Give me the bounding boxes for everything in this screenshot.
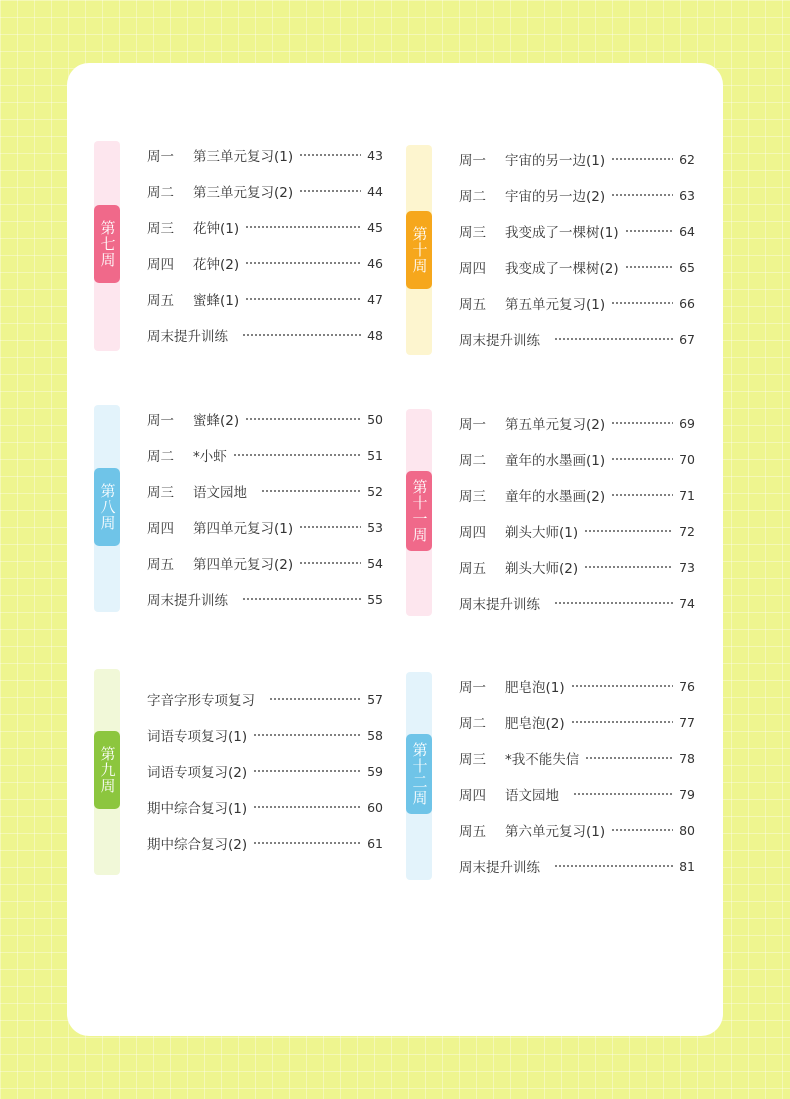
entry-page: 71: [679, 487, 695, 503]
entry-day: 周二: [147, 185, 174, 201]
toc-entry[interactable]: [147, 409, 383, 429]
leader-dots: [611, 158, 673, 160]
leader-dots: [245, 262, 361, 264]
toc-entry[interactable]: [459, 293, 695, 313]
entry-title: 童年的水墨画(1): [505, 453, 606, 469]
entry-title: 周末提升训练: [459, 333, 540, 349]
entry-title: 第四单元复习(1): [193, 521, 294, 537]
week-section-7: [94, 141, 404, 351]
entry-title: 词语专项复习(1): [147, 729, 248, 745]
leader-dots: [611, 494, 673, 496]
entry-page: 61: [367, 835, 383, 851]
entry-title: 第五单元复习(2): [505, 417, 606, 433]
entry-title: 词语专项复习(2): [147, 765, 248, 781]
entry-page: 67: [679, 331, 695, 347]
toc-entry[interactable]: [147, 553, 383, 573]
entry-title: 宇宙的另一边(2): [505, 189, 606, 205]
toc-entry[interactable]: [147, 725, 383, 745]
entry-title: 周末提升训练: [147, 593, 228, 609]
entry-title: 我变成了一棵树(1): [505, 225, 619, 241]
entry-page: 46: [367, 255, 383, 271]
entry-page: 81: [679, 858, 695, 874]
leader-dots: [571, 721, 673, 723]
entry-title: 肥皂泡(1): [505, 680, 565, 696]
entry-page: 44: [367, 183, 383, 199]
entry-page: 50: [367, 411, 383, 427]
toc-entry[interactable]: [147, 181, 383, 201]
week-section-8: [94, 405, 404, 612]
entry-title: 第三单元复习(1): [193, 149, 294, 165]
toc-entry[interactable]: [459, 557, 695, 577]
toc-entry[interactable]: [147, 253, 383, 273]
entry-page: 80: [679, 822, 695, 838]
entry-title: 期中综合复习(2): [147, 837, 248, 853]
entry-day: 周四: [459, 525, 486, 541]
toc-entry[interactable]: [147, 761, 383, 781]
entry-day: 周五: [459, 561, 486, 577]
toc-entry[interactable]: [147, 145, 383, 165]
entry-page: 78: [679, 750, 695, 766]
entry-page: 48: [367, 327, 383, 343]
toc-entry[interactable]: [459, 257, 695, 277]
entry-title: 第五单元复习(1): [505, 297, 606, 313]
leader-dots: [584, 566, 673, 568]
entry-title: *小虾: [193, 449, 227, 465]
entry-day: 周二: [147, 449, 174, 465]
leader-dots: [242, 334, 361, 336]
entry-day: 周四: [459, 788, 486, 804]
week-section-12: [406, 672, 716, 880]
toc-entry[interactable]: [147, 517, 383, 537]
entry-day: 周二: [459, 453, 486, 469]
entry-day: 周五: [147, 293, 174, 309]
entry-page: 52: [367, 483, 383, 499]
entry-title: 剃头大师(1): [505, 525, 579, 541]
entry-day: 周二: [459, 189, 486, 205]
leader-dots: [573, 793, 673, 795]
leader-dots: [625, 230, 673, 232]
toc-entry[interactable]: [147, 217, 383, 237]
toc-entry[interactable]: [459, 485, 695, 505]
leader-dots: [253, 842, 361, 844]
leader-dots: [253, 806, 361, 808]
leader-dots: [554, 865, 673, 867]
entry-page: 72: [679, 523, 695, 539]
toc-entry[interactable]: [147, 481, 383, 501]
leader-dots: [233, 454, 361, 456]
entry-page: 51: [367, 447, 383, 463]
entry-title: *我不能失信: [505, 752, 580, 768]
entry-title: 肥皂泡(2): [505, 716, 565, 732]
entry-title: 蜜蜂(2): [193, 413, 240, 429]
leader-dots: [245, 418, 361, 420]
entry-page: 63: [679, 187, 695, 203]
week-label: 第八周: [94, 468, 120, 546]
entry-page: 54: [367, 555, 383, 571]
toc-entry[interactable]: [459, 712, 695, 732]
entry-title: 剃头大师(2): [505, 561, 579, 577]
leader-dots: [571, 685, 673, 687]
entry-day: 周五: [147, 557, 174, 573]
entry-day: 周三: [459, 489, 486, 505]
entry-day: 周三: [147, 221, 174, 237]
leader-dots: [625, 266, 673, 268]
entry-title: 花钟(2): [193, 257, 240, 273]
contents-card: [67, 63, 723, 1036]
entry-page: 45: [367, 219, 383, 235]
leader-dots: [554, 338, 673, 340]
entry-page: 73: [679, 559, 695, 575]
entry-title: 第六单元复习(1): [505, 824, 606, 840]
leader-dots: [299, 190, 361, 192]
entry-day: 周二: [459, 716, 486, 732]
leader-dots: [611, 302, 673, 304]
entry-day: 周一: [459, 680, 486, 696]
toc-entry[interactable]: [459, 413, 695, 433]
entry-page: 59: [367, 763, 383, 779]
entry-page: 70: [679, 451, 695, 467]
entry-day: 周一: [459, 417, 486, 433]
entry-day: 周三: [459, 225, 486, 241]
entry-title: 第四单元复习(2): [193, 557, 294, 573]
toc-entry[interactable]: [459, 856, 695, 876]
week-section-10: [406, 145, 716, 355]
week-section-9: [94, 669, 404, 875]
entry-page: 55: [367, 591, 383, 607]
leader-dots: [299, 562, 361, 564]
entry-page: 76: [679, 678, 695, 694]
entry-page: 53: [367, 519, 383, 535]
entry-title: 第三单元复习(2): [193, 185, 294, 201]
entry-day: 周一: [459, 153, 486, 169]
leader-dots: [245, 298, 361, 300]
toc-entry[interactable]: [147, 325, 383, 345]
leader-dots: [611, 458, 673, 460]
entry-title: 宇宙的另一边(1): [505, 153, 606, 169]
entry-page: 77: [679, 714, 695, 730]
entry-title: 花钟(1): [193, 221, 240, 237]
entry-day: 周五: [459, 824, 486, 840]
leader-dots: [585, 757, 673, 759]
leader-dots: [269, 698, 361, 700]
entry-page: 43: [367, 147, 383, 163]
entry-page: 64: [679, 223, 695, 239]
entry-page: 74: [679, 595, 695, 611]
entry-title: 字音字形专项复习: [147, 693, 255, 709]
entry-day: 周三: [459, 752, 486, 768]
entry-title: 周末提升训练: [459, 860, 540, 876]
toc-entry[interactable]: [459, 149, 695, 169]
entry-page: 66: [679, 295, 695, 311]
week-label: 第九周: [94, 731, 120, 809]
toc-entry[interactable]: [459, 784, 695, 804]
week-label: 第七周: [94, 205, 120, 283]
toc-entry[interactable]: [147, 589, 383, 609]
entry-page: 57: [367, 691, 383, 707]
toc-entry[interactable]: [147, 833, 383, 853]
toc-entry[interactable]: [459, 820, 695, 840]
toc-entry[interactable]: [459, 329, 695, 349]
toc-entry[interactable]: [459, 593, 695, 613]
toc-entry[interactable]: [459, 748, 695, 768]
entry-day: 周四: [147, 521, 174, 537]
leader-dots: [584, 530, 673, 532]
entry-title: 周末提升训练: [459, 597, 540, 613]
entry-page: 58: [367, 727, 383, 743]
entry-title: 我变成了一棵树(2): [505, 261, 619, 277]
entry-day: 周四: [147, 257, 174, 273]
entry-page: 65: [679, 259, 695, 275]
toc-entry[interactable]: [147, 797, 383, 817]
entry-page: 79: [679, 786, 695, 802]
leader-dots: [554, 602, 673, 604]
week-label: 第十二周: [406, 734, 432, 814]
week-label: 第十周: [406, 211, 432, 289]
toc-entry[interactable]: [459, 676, 695, 696]
leader-dots: [261, 490, 361, 492]
entry-title: 语文园地: [505, 788, 559, 804]
entry-page: 47: [367, 291, 383, 307]
toc-entry[interactable]: [459, 521, 695, 541]
week-section-11: [406, 409, 716, 616]
toc-entry[interactable]: [147, 289, 383, 309]
entry-day: 周一: [147, 413, 174, 429]
toc-entry[interactable]: [459, 185, 695, 205]
leader-dots: [611, 422, 673, 424]
leader-dots: [299, 526, 361, 528]
leader-dots: [611, 194, 673, 196]
entry-title: 期中综合复习(1): [147, 801, 248, 817]
leader-dots: [299, 154, 361, 156]
toc-entry[interactable]: [147, 689, 383, 709]
entry-page: 60: [367, 799, 383, 815]
leader-dots: [611, 829, 673, 831]
toc-entry[interactable]: [147, 445, 383, 465]
entry-day: 周五: [459, 297, 486, 313]
entry-title: 周末提升训练: [147, 329, 228, 345]
entry-page: 62: [679, 151, 695, 167]
entry-day: 周四: [459, 261, 486, 277]
entry-day: 周一: [147, 149, 174, 165]
toc-entry[interactable]: [459, 449, 695, 469]
week-label: 第十一周: [406, 471, 432, 551]
leader-dots: [245, 226, 361, 228]
toc-entry[interactable]: [459, 221, 695, 241]
leader-dots: [253, 734, 361, 736]
leader-dots: [242, 598, 361, 600]
entry-page: 69: [679, 415, 695, 431]
leader-dots: [253, 770, 361, 772]
entry-title: 蜜蜂(1): [193, 293, 240, 309]
entry-title: 语文园地: [193, 485, 247, 501]
entry-title: 童年的水墨画(2): [505, 489, 606, 505]
entry-day: 周三: [147, 485, 174, 501]
